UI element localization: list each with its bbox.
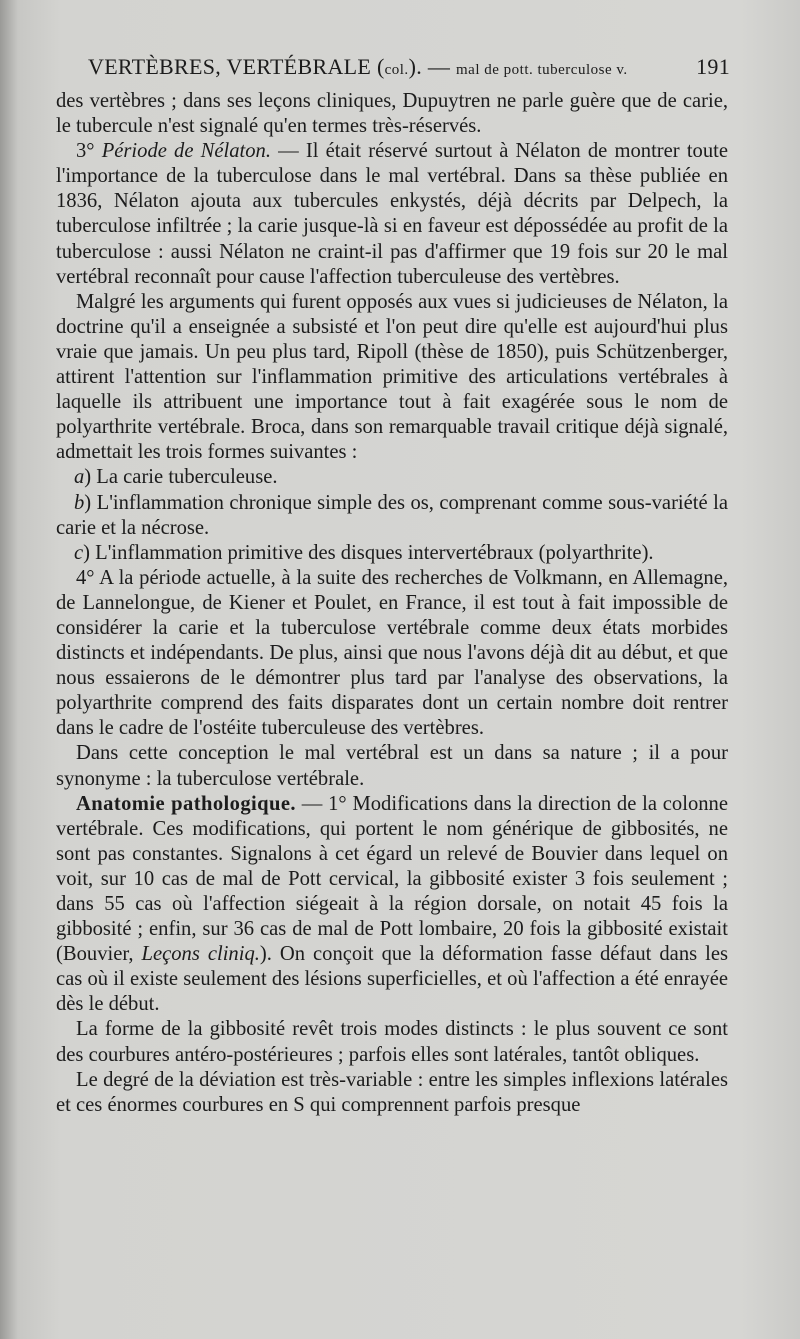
list-text-b: ) L'inflammation chronique simple des os, comprenant comme sous-variété la carie et la nécrose. (56, 491, 728, 539)
paragraph-5: Dans cette conception le mal vertébral est un dans sa nature ; il a pour synonyme : la tuberculose vertébrale. (56, 742, 728, 790)
paragraph-6 (56, 792, 728, 1018)
list-item-b (56, 491, 728, 541)
citation-italic: Leçons cliniq. (141, 943, 260, 966)
paragraph-3: Malgré les arguments qui furent opposés aux vues si judicieuses de Nélaton, la doctrine qu'il a enseignée a subsisté et l'on peut dire qu'elle est aujourd'hui plus vraie que jamais. Un peu plus tard, Ripoll (thèse de 1850), puis Schützenberger, attirent l'attention sur l'inflammation primitive des articulations vertébrales à laquelle ils attribuent une importance tout à fait exagérée sous le nom de polyarthrite vertébrale. Broca, dans son remarquable travail critique déjà signalé, admettait les trois formes suivantes : (56, 290, 728, 464)
list-label-c: c (74, 541, 84, 564)
title-main: VERTÈBRES, VERTÉBRALE ( (88, 54, 385, 79)
title-col: col. (384, 62, 409, 78)
section-title-nelaton: Période de Nélaton. (101, 140, 272, 163)
paragraph-2-text: — Il était réservé surtout à Nélaton de montrer toute l'importance de la tuberculose dans le mal vertébral. Dans sa thèse publiée en 1836, Nélaton ajouta aux tubercules enkystés, déjà décrits par Delpech, la tuberculose infiltrée ; la carie jusque-là si en faveur est dépossédée au profit de la tuberculose : aussi Nélaton ne craint-il pas d'affirmer que 19 fois sur 20 le mal vertébral reconnaît pour cause l'affection tuberculeuse des vertèbres. (56, 140, 728, 288)
paragraph-8: Le degré de la déviation est très-variable : entre les simples inflexions latérales et ces énormes courbures en S qui comprennent parfois presque (56, 1068, 728, 1116)
list-label-a: a (74, 466, 85, 489)
paragraph-6-text-a: — 1° Modifications dans la direction de la colonne vertébrale. Ces modifications, qui portent le nom générique de gibbosités, ne sont pas constantes. Signalons à cet égard un relevé de Bouvier dans lequel on voit, sur 10 cas de mal de Pott cervical, la gibbosité exister 3 fois seulement ; dans 55 cas où l'affection siégeait à la région dorsale, on notait 45 fois la gibbosité ; enfin, sur 36 cas de mal de Pott lombaire, 20 fois la gibbosité existait (Bouvier, (56, 792, 728, 966)
running-title (88, 54, 628, 80)
page-number: 191 (696, 54, 730, 79)
list-item-c (56, 541, 728, 566)
title-dash: — (422, 54, 456, 79)
list-text-c: ) L'inflammation primitive des disques intervertébraux (polyarthrite). (83, 541, 654, 564)
title-close: ). (408, 54, 423, 79)
section-heading-anatomie: Anatomie pathologique. (76, 792, 296, 815)
paragraph-7: La forme de la gibbosité revêt trois modes distincts : le plus souvent ce sont des courbures antéro-postérieures ; parfois elles sont latérales, tantôt obliques. (56, 1018, 728, 1066)
paragraph-1: des vertèbres ; dans ses leçons cliniques, Dupuytren ne parle guère que de carie, le tubercule n'est signalé qu'en termes très-réservés. (56, 90, 728, 138)
list-label-b: b (74, 491, 85, 514)
running-header (88, 54, 730, 88)
paragraph-2 (56, 139, 728, 290)
list-item-a (56, 465, 728, 490)
paragraph-4: 4° A la période actuelle, à la suite des recherches de Volkmann, en Allemagne, de Lannelongue, de Kiener et Poulet, en France, il est tout à fait impossible de considérer la carie et la tuberculose vertébrale comme deux états morbides distincts et indépendants. De plus, ainsi que nous l'avons déjà dit au début, et que nous essaierons de le démontrer plus tard par l'analyse des observations, la polyarthrite comprend des faits disparates dont un certain nombre doit rentrer dans le cadre de l'ostéite tuberculeuse des vertèbres. (56, 566, 728, 740)
list-text-a: ) La carie tuberculeuse. (84, 466, 278, 489)
page-body (56, 89, 728, 1118)
title-sub: mal de pott. tuberculose v. (456, 62, 628, 78)
paragraph-6-text-b: ). On conçoit que la déformation fasse défaut dans les cas où il existe seulement des lésions superficielles, et où l'affection a été enrayée dès le début. (56, 943, 728, 1016)
section-number-3: 3° (76, 140, 102, 163)
